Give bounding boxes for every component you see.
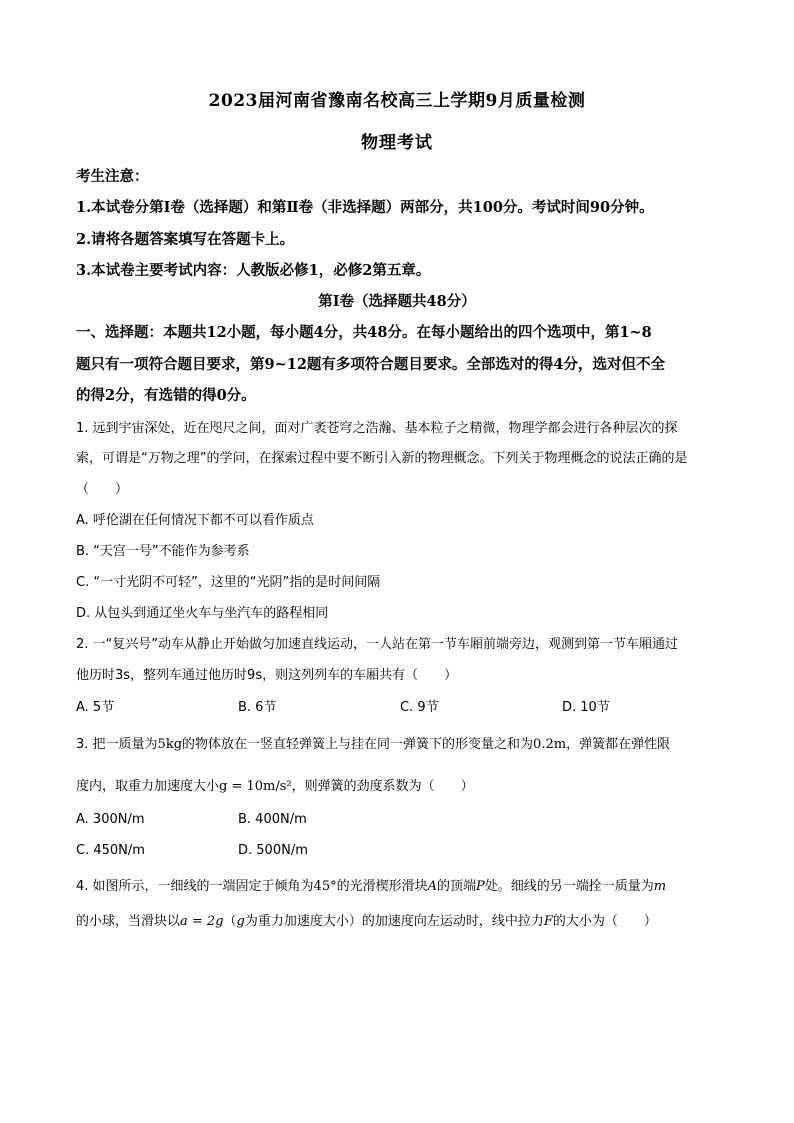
q4-text-1a: 4. 如图所示，一细线的一端固定于倾角为 xyxy=(76,879,314,894)
section-instructions-line-1: 一、选择题：本题共12小题，每小题4分，共48分。在每小题给出的四个选项中，第1~8 xyxy=(76,324,652,341)
q2-option-d: D. 10节 xyxy=(562,700,610,715)
q4-angle: 45° xyxy=(313,879,337,894)
section-title: 第Ⅰ卷（选择题共48分） xyxy=(318,293,476,310)
q3-text-1b: 的物体放在一竖直轻弹簧上与挂在同一弹簧下的形变量之和为 xyxy=(182,737,534,752)
q3-option-d: D. 500N/m xyxy=(238,843,308,858)
notice-heading: 考生注意： xyxy=(76,168,149,185)
q4-text-1d: 处。细线的另一端拴一质量为 xyxy=(484,879,654,894)
q4-text-1b: 的光滑楔形滑块 xyxy=(336,879,428,894)
q4-text-2a: 的小球，当滑块以 xyxy=(76,914,181,929)
notice-item-2: 2.请将各题答案填写在答题卡上。 xyxy=(76,231,295,248)
q4-text-1c: 的顶端 xyxy=(437,879,477,894)
q4-text-2c: 为重力加速度大小）的加速度向左运动时，线中拉力 xyxy=(244,914,544,929)
q2-option-b: B. 6节 xyxy=(238,700,277,715)
q4-var-f: F xyxy=(543,914,553,929)
q1-option-b: B. “天宫一号”不能作为参考系 xyxy=(76,544,250,559)
q1-option-c: C. “一寸光阴不可轻”，这里的“光阴”指的是时间间隔 xyxy=(76,575,381,590)
q4-text-2d: 的大小为（ ） xyxy=(552,914,657,929)
q4-line-1 xyxy=(76,875,666,894)
q4-var-g: g xyxy=(236,914,245,929)
notice-item-1: 1.本试卷分第Ⅰ卷（选择题）和第Ⅱ卷（非选择题）两部分，共100分。考试时间90分钟。 xyxy=(76,199,654,216)
q3-option-c: C. 450N/m xyxy=(76,843,145,858)
q1-line-1: 1. 远到宇宙深处，近在咫尺之间，面对广袤苍穹之浩瀚、基本粒子之精微，物理学都会进行各种层次的探 xyxy=(76,421,678,436)
q1-line-2: 索，可谓是“万物之理”的学问，在探索过程中要不断引入新的物理概念。下列关于物理概念的说法正确的是 xyxy=(76,451,688,466)
notice-item-3: 3.本试卷主要考试内容：人教版必修1，必修2第五章。 xyxy=(76,262,431,279)
exam-title: 2023届河南省豫南名校高三上学期9月质量检测 xyxy=(208,91,586,111)
q1-option-a: A. 呼伦湖在任何情况下都不可以看作质点 xyxy=(76,513,314,528)
q3-line-2 xyxy=(76,775,474,794)
q4-text-2b: （ xyxy=(223,914,237,929)
q3-text-1a: 3. 把一质量为 xyxy=(76,737,158,752)
q4-var-a-block: A xyxy=(427,879,437,894)
section-instructions-line-3: 的得2分，有选错的得0分。 xyxy=(76,387,256,404)
q1-option-d: D. 从包头到通辽坐火车与坐汽车的路程相同 xyxy=(76,606,329,621)
q3-mass: 5kg xyxy=(157,737,183,752)
q3-text-1c: ，弹簧都在弹性限 xyxy=(566,737,671,752)
q3-text-2a: 度内，取重力加速度大小 xyxy=(76,779,220,794)
section-instructions-line-2: 题只有一项符合题目要求，第9~12题有多项符合题目要求。全部选对的得4分，选对但不全 xyxy=(76,356,666,373)
q2-option-a: A. 5节 xyxy=(76,700,115,715)
q3-text-2b: ，则弹簧的劲度系数为（ ） xyxy=(291,779,474,794)
exam-subtitle: 物理考试 xyxy=(361,133,433,153)
q4-var-m: m xyxy=(653,879,667,894)
q2-option-c: C. 9节 xyxy=(400,700,439,715)
q4-line-2 xyxy=(76,910,657,929)
q4-var-p: P xyxy=(476,879,485,894)
q3-deform: 0.2m xyxy=(533,737,567,752)
q3-option-a: A. 300N/m xyxy=(76,812,145,827)
q4-a-expr: a = 2g xyxy=(180,914,224,929)
q3-line-1 xyxy=(76,733,670,752)
q2-line-2: 他历时3s，整列车通过他历时9s，则这列列车的车厢共有（ ） xyxy=(76,668,458,683)
q2-line-1: 2. 一“复兴号”动车从静止开始做匀加速直线运动，一人站在第一节车厢前端旁边，观测到第一节车厢通过 xyxy=(76,637,679,652)
q3-g-expr: g = 10m/s² xyxy=(219,779,292,794)
q3-option-b: B. 400N/m xyxy=(238,812,307,827)
q1-line-3: （ ） xyxy=(76,482,129,497)
